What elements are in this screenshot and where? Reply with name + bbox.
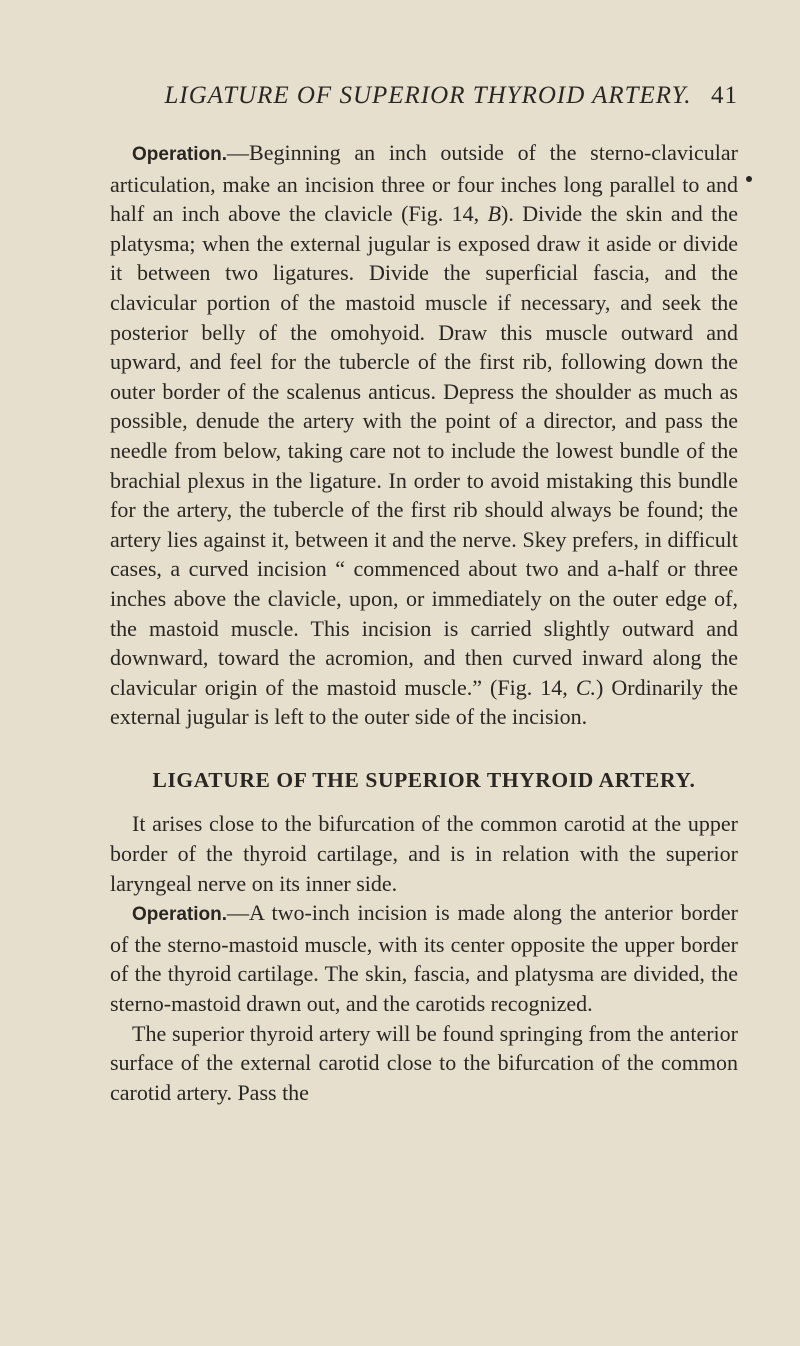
- paragraph-text: ) Ordinarily the external jugular is left to the outer side of the incision.: [110, 674, 738, 730]
- body-text: [110, 138, 738, 1107]
- paragraph-text: —A two-inch incision is made along the anterior border of the sterno-mastoid muscle, with its center opposite the upper border of the thyroid cartilage. The skin, fascia, and platysma are divided, the sterno-mastoid drawn out, and the carotids recognized.: [110, 900, 738, 1017]
- paragraph-text: ). Divide the skin and the platysma; when the external jugular is exposed draw it aside or divide it between two ligatures. Divide the superficial fascia, and the clavicular portion of the mastoid muscle if necessary, and seek the posterior belly of the omohyoid. Draw this muscle outward and upward, and feel for the tubercle of the first rib, following down the outer border of the scalenus anticus. Depress the shoulder as much as possible, denude the artery with the point of a director, and pass the needle from below, taking care not to include the lowest bundle of the brachial plexus in the ligature. In order to avoid mistaking this bundle for the artery, the tubercle of the first rib should always be found; the artery lies against it, between it and the nerve. Skey prefers, in difficult cases, a curved incision “ commenced about two and a-half or three inches above the clavicle, upon, or immediately on the outer edge of, the mastoid muscle. This incision is carried slightly outward and downward, toward the acromion, and then curved inward along the clavicular origin of the mastoid muscle.” (Fig. 14,: [110, 201, 738, 700]
- section-heading: LIGATURE OF THE SUPERIOR THYROID ARTERY.: [152, 767, 696, 792]
- figure-ref-c: C.: [575, 674, 597, 700]
- finding-paragraph: The superior thyroid artery will be found springing from the anterior surface of the external carotid close to the bifurcation of the common carotid artery. Pass the: [110, 1020, 738, 1105]
- figure-ref-b: B: [487, 201, 502, 227]
- origin-paragraph: It arises close to the bifurcation of the common carotid at the upper border of the thyroid cartilage, and is in relation with the superior laryngeal nerve on its inner side.: [110, 811, 738, 896]
- running-head-title: LIGATURE OF SUPERIOR THYROID ARTERY.: [164, 82, 692, 109]
- ink-speck: [746, 176, 752, 182]
- operation-paragraph-subclavian: [110, 138, 738, 732]
- running-head: [118, 82, 738, 116]
- operation-label: Operation.: [132, 144, 228, 165]
- operation-paragraph-thyroid: [110, 898, 738, 1018]
- paragraph-text: —Beginning an inch outside of the sterno-clavicular articulation, make an incision three or four inches long parallel to and half an inch above the clavicle (Fig. 14,: [110, 140, 738, 227]
- operation-label: Operation.: [132, 904, 228, 926]
- page-number: 41: [711, 82, 738, 109]
